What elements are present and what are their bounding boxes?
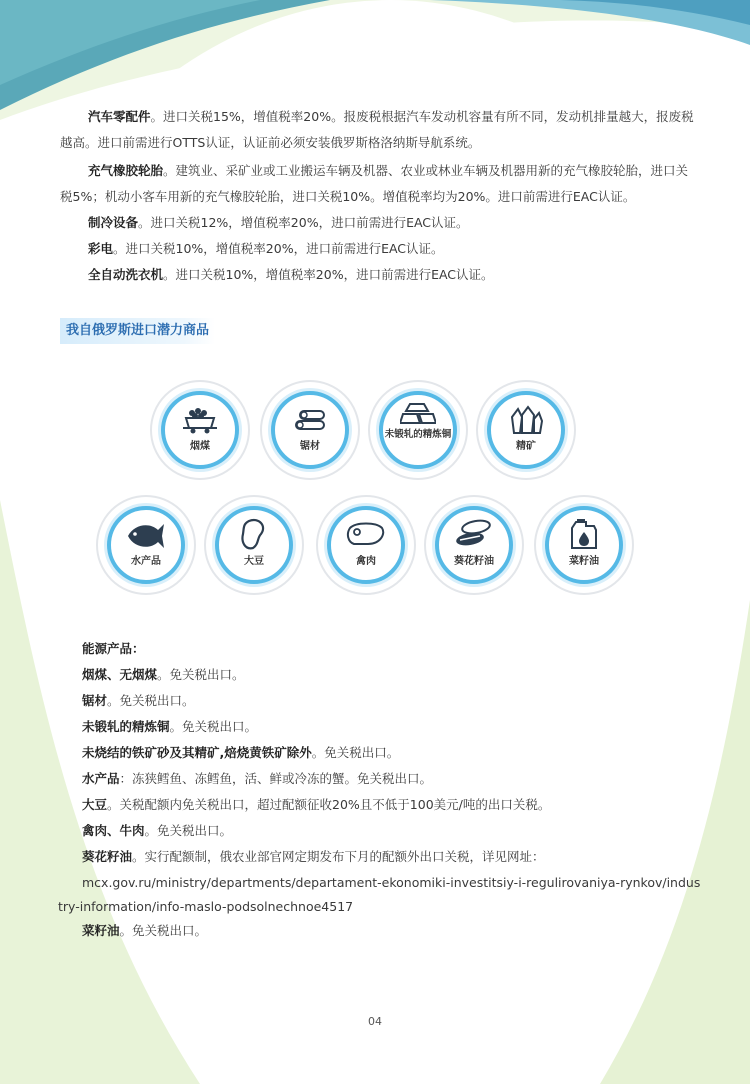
url-line-2[interactable]: try-information/info-maslo-podsolnechnoe4517 [58,899,354,914]
section-title: 我自俄罗斯进口潜力商品 [60,318,215,344]
desc-color-tv: 。进口关税10%，增值税率20%，进口前需进行EAC认证。 [113,241,444,256]
list-item-meat [82,818,722,844]
desc-iron-ore: 。免关税出口。 [311,745,400,760]
item-bituminous-coal [150,380,250,480]
term-auto-parts: 汽车零配件 [88,109,151,124]
item-aquatic-products [96,495,196,595]
desc-sunflower-oil: 。实行配额制，俄农业部官网定期发布下月的配额外出口关税，详见网址： [132,849,545,864]
copper-ingot-icon [400,401,436,427]
label-bituminous-coal: 烟煤 [190,441,210,452]
paragraph-refrigeration [60,210,700,236]
list-item-rapeseed-oil [82,918,722,944]
label-concentrate: 精矿 [516,441,536,452]
desc-tires: 。建筑业、采矿业或工业搬运车辆及机器、农业或林业车辆及机器用新的充气橡胶轮胎，进口关税5%；机动小客车用新的充气橡胶轮胎，进口关税10%。增值税率均为20%。进口前需进行EAC认证。 [60,163,689,204]
desc-refrigeration: 。进口关税12%，增值税率20%，进口前需进行EAC认证。 [138,215,469,230]
oil-canister-icon [568,518,600,550]
desc-rapeseed-oil: 。免关税出口。 [119,923,208,938]
energy-heading: 能源产品： [82,641,145,656]
meat-icon [346,520,386,548]
desc-soybean: 。关税配额内免关税出口，超过配额征收20%且不低于100美元/吨的出口关税。 [107,797,551,812]
fish-icon [126,520,166,550]
term-lumber: 锯材 [82,693,108,708]
item-soybean [204,495,304,595]
term-sunflower-oil: 葵花籽油 [82,849,133,864]
lumber-icon [292,407,328,435]
paragraph-tires [60,158,700,210]
crystal-ore-icon [508,405,544,435]
item-concentrate [476,380,576,480]
label-refined-copper: 未锻轧的精炼铜 [384,429,452,440]
list-item-lumber [82,688,722,714]
term-copper: 未锻轧的精炼铜 [82,719,170,734]
desc-auto-parts: 。进口关税15%，增值税率20%。报废税根据汽车发动机容量有所不同，发动机排量越大，报废税越高。进口前需进行OTTS认证，认证前必须安装俄罗斯格洛纳斯导航系统。 [60,109,694,150]
paragraph-color-tv [60,236,700,262]
label-soybean: 大豆 [244,556,264,567]
list-item-sunflower-oil [82,844,722,870]
list-item-soybean [82,792,722,818]
item-rapeseed-oil [534,495,634,595]
term-refrigeration: 制冷设备 [88,215,139,230]
label-lumber: 锯材 [300,441,320,452]
term-coal: 烟煤、无烟煤 [82,667,158,682]
term-washing-machine: 全自动洗衣机 [88,267,164,282]
coal-cart-icon [182,407,218,435]
desc-copper: 。免关税出口。 [169,719,258,734]
label-aquatic-products: 水产品 [131,556,161,567]
label-sunflower-oil: 葵花籽油 [454,556,494,567]
page-number: 04 [368,1015,382,1028]
list-item-iron-ore [82,740,722,766]
url-line-1[interactable]: mcx.gov.ru/ministry/departments/departament-ekonomiki-investitsiy-i-regulirovaniya-rynkov/indus [82,875,701,890]
paragraph-auto-parts [60,104,700,156]
list-item-aquatic [82,766,722,792]
label-poultry: 禽肉 [356,556,376,567]
item-lumber [260,380,360,480]
list-item-copper [82,714,722,740]
item-refined-copper [368,380,468,480]
term-soybean: 大豆 [82,797,108,812]
term-iron-ore: 未烧结的铁矿砂及其精矿,焙烧黄铁矿除外 [82,745,312,760]
label-rapeseed-oil: 菜籽油 [569,556,599,567]
desc-coal: 。免关税出口。 [157,667,245,682]
desc-meat: 。免关税出口。 [144,823,233,838]
desc-washing-machine: 。进口关税10%，增值税率20%，进口前需进行EAC认证。 [163,267,494,282]
term-color-tv: 彩电 [88,241,114,256]
sunflower-seed-icon [454,518,494,548]
paragraph-washing-machine [60,262,700,288]
desc-lumber: 。免关税出口。 [107,693,195,708]
term-rapeseed-oil: 菜籽油 [82,923,120,938]
list-item-coal [82,662,722,688]
item-poultry [316,495,416,595]
term-aquatic: 水产品 [82,771,120,786]
term-meat: 禽肉、牛肉 [82,823,145,838]
item-sunflower-oil [424,495,524,595]
term-tires: 充气橡胶轮胎 [88,163,164,178]
desc-aquatic: ：冻狭鳕鱼、冻鳕鱼，活、鲜或冷冻的蟹。免关税出口。 [119,771,433,786]
soybean-icon [239,518,269,550]
